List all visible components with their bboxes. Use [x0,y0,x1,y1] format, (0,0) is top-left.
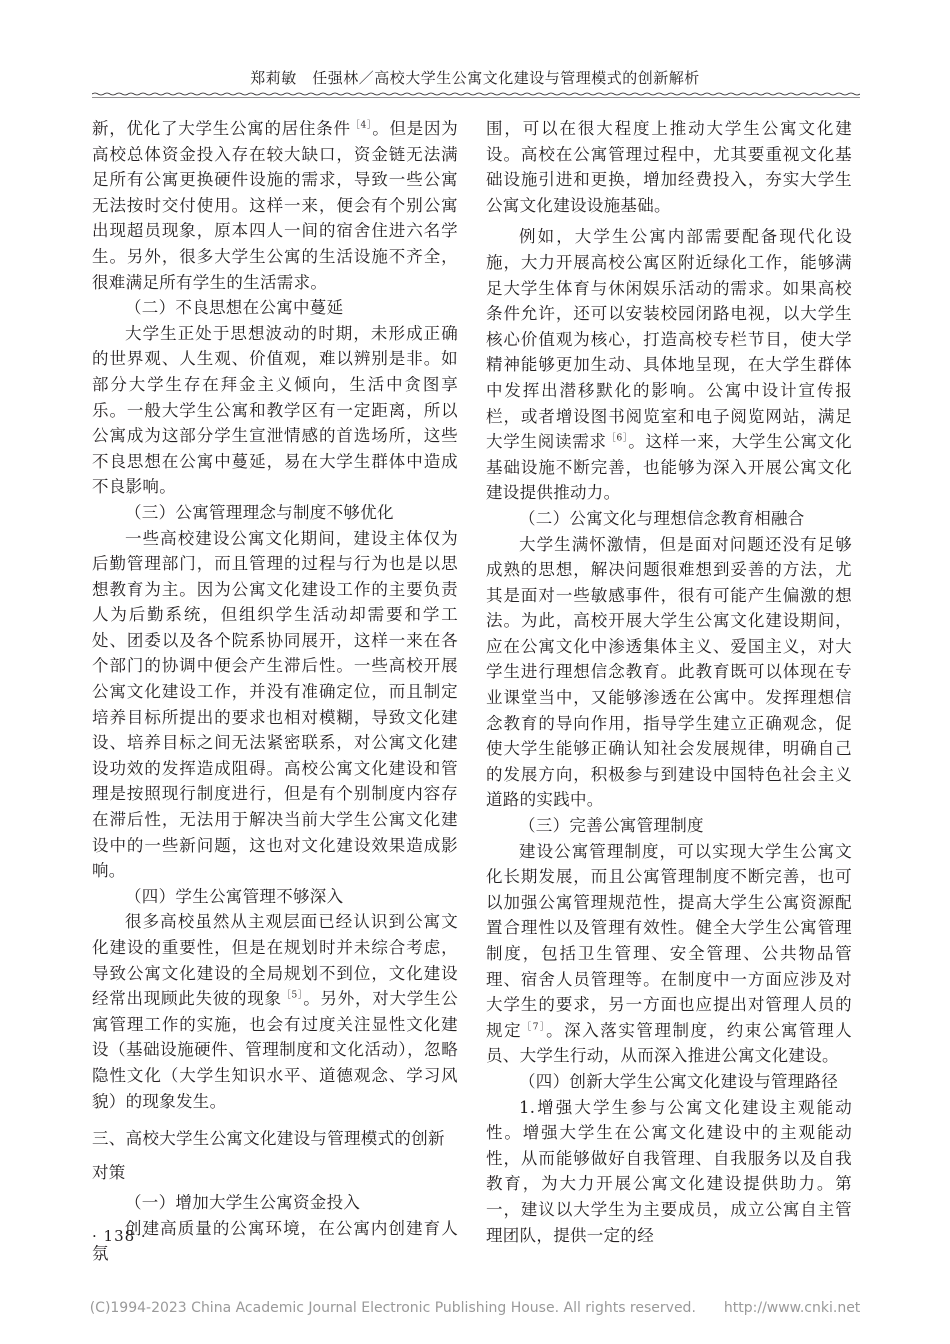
header-wavy-rule [92,92,860,98]
running-header: 郑莉敏 任强林／高校大学生公寓文化建设与管理模式的创新解析 [250,69,700,87]
paragraph: 创建高质量的公寓环境，在公寓内创建育人氛 [92,1218,458,1264]
left-column [92,116,458,1267]
paragraph: 建设公寓管理制度，可以实现大学生公寓文化长期发展，而且公寓管理制度不断完善，也可以加强公寓管理规范性，提高大学生公寓资源配置合理性以及管理有效性。健全大学生公寓管理制度，包括卫生管理、安全管理、公共物品管理、宿舍人员管理等。在制度中一方面应涉及对大学生的要求，另一方面也应提出对管理人员的规定$^{[7]}$。深入落实管理制度，约束公寓管理人员、大学生行动，从而深入推进公寓文化建设。 [486,841,852,1066]
paragraph: 很多高校虽然从主观层面已经认识到公寓文化建设的重要性，但是在规划时并未综合考虑，导致公寓文化建设的全局规划不到位，文化建设经常出现顾此失彼的现象$^{[5]}$。另外，对大学生公寓管理工作的实施，也会有过度关注显性文化建设（基础设施硬件、管理制度和文化活动），忽略隐性文化（大学生知识水平、道德观念、学习风貌）的现象发生。 [92,912,458,1111]
citation-ref: ［4］ [350,120,373,131]
citation-ref: ［7］ [522,1022,547,1033]
paragraph: 1.增强大学生参与公寓文化建设主观能动性。增强大学生在公寓文化建设中的主观能动性，从而能够做好自我管理、自我服务以及自我教育，为大力开展公寓文化建设提供助力。第一，建议以大学生为主要成员，成立公寓自主管理团队，提供一定的经 [486,1097,852,1245]
paragraph: 大学生满怀激情，但是面对问题还没有足够成熟的思想，解决问题很难想到妥善的方法，尤其是面对一些敏感事件，很有可能产生偏激的想法。为此，高校开展大学生公寓文化建设期间，应在公寓文化中渗透集体主义、爱国主义，对大学生进行理想信念教育。此教育既可以体现在专业课堂当中，又能够渗透在公寓中。发挥理想信念教育的导向作用，指导学生建立正确观念，促使大学生能够正确认知社会发展规律，明确自己的发展方向，积极参与到建设中国特色社会主义道路的实践中。 [486,534,852,810]
section-heading: 三、高校大学生公寓文化建设与管理模式的创新 对策 [92,1129,445,1183]
subsection-heading: （二）公寓文化与理想信念教育相融合 [519,508,805,528]
paragraph: 大学生正处于思想波动的时期，未形成正确的世界观、人生观、价值观，难以辨别是非。如部分大学生存在拜金主义倾向，生活中贪图享乐。一般大学生公寓和教学区有一定距离，所以公寓成为这部分学生宣泄情感的首选场所，这些不良思想在公寓中蔓延，易在大学生群体中造成不良影响。 [92,323,458,497]
citation-ref: ［6］ [606,433,629,444]
subsection-heading: （二）不良思想在公寓中蔓延 [125,298,344,318]
subsection-heading: （三）公寓管理理念与制度不够优化 [125,502,394,522]
right-column [486,116,852,1248]
citation-ref: ［5］ [281,990,304,1001]
paragraph: 一些高校建设公寓文化期间，建设主体仅为后勤管理部门，而且管理的过程与行为也是以思想教育为主。因为公寓文化建设工作的主要负责人为后勤系统，但组织学生活动却需要和学工处、团委以及各个院系协同展开，这样一来在各个部门的协调中便会产生滞后性。一些高校开展公寓文化建设工作，并没有准确定位，而且制定培养目标所提出的要求也相对模糊，导致文化建设、培养目标之间无法紧密联系，对公寓文化建设功效的发挥造成阻碍。高校公寓文化建设和管理是按照现行制度进行，但是有个别制度内容存在滞后性，无法用于解决当前大学生公寓文化建设中的一些新问题，这也对文化建设效果造成影响。 [92,528,458,881]
subsection-heading: （一）增加大学生公寓资金投入 [125,1193,361,1213]
paragraph: 新，优化了大学生公寓的居住条件$^{[4]}$。但是因为高校总体资金投入存在较大缺口，资金链无法满足所有公寓更换硬件设施的需求，导致一些公寓无法按时交付使用。这样一来，便会有个别公寓出现超员现象，原本四人一间的宿舍住进六名学生。另外，很多大学生公寓的生活设施不齐全，很难满足所有学生的生活需求。 [92,119,459,292]
copyright-footer: (C)1994-2023 China Academic Journal Electronic Publishing House. All rights reserved. http://www.cnki.net [89,1300,861,1316]
subsection-heading: （三）完善公寓管理制度 [519,816,704,836]
subsection-heading: （四）学生公寓管理不够深入 [125,886,344,906]
paragraph: 围，可以在很大程度上推动大学生公寓文化建设。高校在公寓管理过程中，尤其要重视文化基础设施引进和更换，增加经费投入，夯实大学生公寓文化建设设施基础。 [486,119,852,215]
subsection-heading: （四）创新大学生公寓文化建设与管理路径 [519,1071,839,1091]
paragraph: 例如，大学生公寓内部需要配备现代化设施，大力开展高校公寓区附近绿化工作，能够满足大学生体育与休闲娱乐活动的需求。如果高校条件允许，还可以安装校园闭路电视，以大学生核心价值观为核心，打造高校专栏节目，使大学精神能够更加生动、具体地呈现，在大学生群体中发挥出潜移默化的影响。公寓中设计宣传报栏，或者增设图书阅览室和电子阅览网站，满足大学生阅读需求$^{[6]}$。这样一来，大学生公寓文化基础设施不断完善，也能够为深入开展公寓文化建设提供推动力。 [486,227,852,503]
page-number: · 138 · [92,1227,147,1245]
